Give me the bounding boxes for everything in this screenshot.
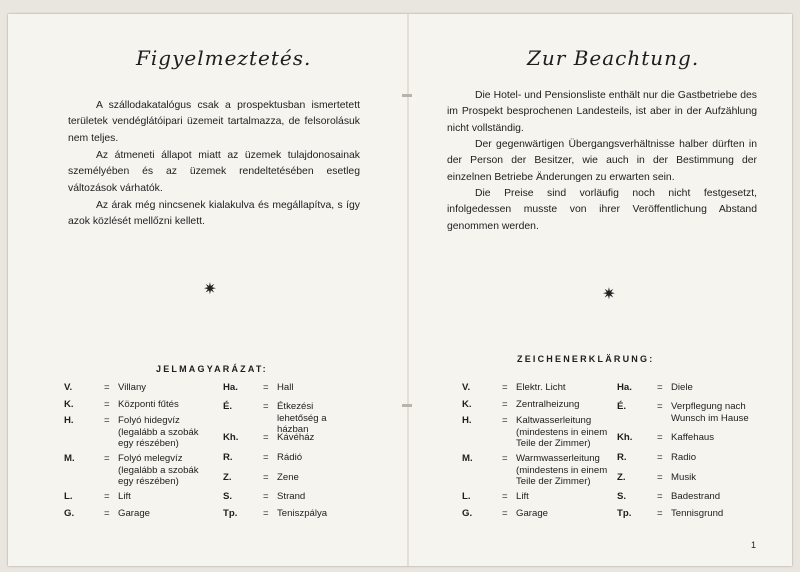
legend-item: K. = Központi fűtés: [64, 399, 179, 410]
legend-item: Ha. = Diele: [617, 382, 693, 393]
legend-item: L. = Lift: [462, 491, 529, 502]
legend-item: S. = Badestrand: [617, 491, 721, 502]
legend-item: Tp. = Tennisgrund: [617, 508, 724, 519]
legend-item: L. = Lift: [64, 491, 131, 502]
right-paragraph-1: Die Hotel- und Pensionsliste enthält nur die Gastbetriebe des im Prospekt besprochenen Landesteils, ist aber in der Aufzählung nicht vollständig.: [447, 90, 757, 134]
legend-item: Tp. = Teniszpálya: [223, 508, 328, 519]
right-star-ornament: ✷: [602, 286, 616, 303]
left-page-title: Figyelmeztetés.: [136, 46, 312, 70]
legend-item: G. = Garage: [64, 508, 150, 519]
right-page-german: [409, 14, 792, 566]
legend-item: G. = Garage: [462, 508, 548, 519]
legend-item: Z. = Zene: [223, 472, 299, 483]
legend-item: Kh. = Kávéház: [223, 432, 315, 443]
right-legend-title: ZEICHENERKLÄRUNG:: [517, 354, 655, 364]
left-legend-title: JELMAGYARÁZAT:: [156, 364, 268, 374]
left-star-ornament: ✷: [203, 281, 217, 298]
left-paragraph-1: A szállodakatalógus csak a prospektusban ismertetett területek vendéglátóipari üzemeit tartalmazza, de felsorolásuk nem teljes.: [68, 100, 360, 144]
legend-item: Kh. = Kaffehaus: [617, 432, 715, 443]
brochure-spread: [8, 14, 792, 566]
page-number: 1: [751, 540, 757, 550]
legend-item: V. = Villany: [64, 382, 147, 393]
right-paragraph-3: Die Preise sind vorläufig noch nicht festgesetzt, infolgedessen musste von ihrer Veröffentlichung Abstand genommen werden.: [447, 188, 757, 232]
legend-item: Ha. = Hall: [223, 382, 294, 393]
left-page-hungarian: [8, 14, 407, 566]
left-paragraph-2: Az átmeneti állapot miatt az üzemek tulajdonosainak személyében és az üzemek rendeltetésében esetleg változások várhatók.: [68, 150, 360, 194]
legend-item: V. = Elektr. Licht: [462, 382, 566, 393]
legend-item: Z. = Musik: [617, 472, 697, 483]
legend-item: H. = Folyó hidegvíz (legalább a szobák egy részében): [64, 415, 199, 450]
legend-item: H. = Kaltwasserleitung (mindestens in einem Teile der Zimmer): [462, 415, 608, 450]
legend-item: É. = Étkezési lehetőség a házban: [223, 401, 327, 436]
legend-item: K. = Zentralheizung: [462, 399, 580, 410]
legend-item: M. = Folyó melegvíz (legalább a szobák egy részében): [64, 453, 199, 488]
right-page-title: Zur Beachtung.: [527, 46, 700, 70]
legend-item: S. = Strand: [223, 491, 306, 502]
legend-item: R. = Rádió: [223, 452, 303, 463]
legend-item: M. = Warmwasserleitung (mindestens in einem Teile der Zimmer): [462, 453, 608, 488]
left-paragraph-3: Az árak még nincsenek kialakulva és megállapítva, s így azok közlését mellőzni kellett.: [68, 200, 360, 228]
legend-item: É. = Verpflegung nach Wunsch im Hause: [617, 401, 749, 424]
right-paragraph-2: Der gegenwärtigen Übergangsverhältnisse halber dürften in der Person der Besitzer, wie auch in der Bestimmung der einzelnen Betriebe Änderungen zu erwarten sein.: [447, 139, 757, 183]
legend-item: R. = Radio: [617, 452, 697, 463]
